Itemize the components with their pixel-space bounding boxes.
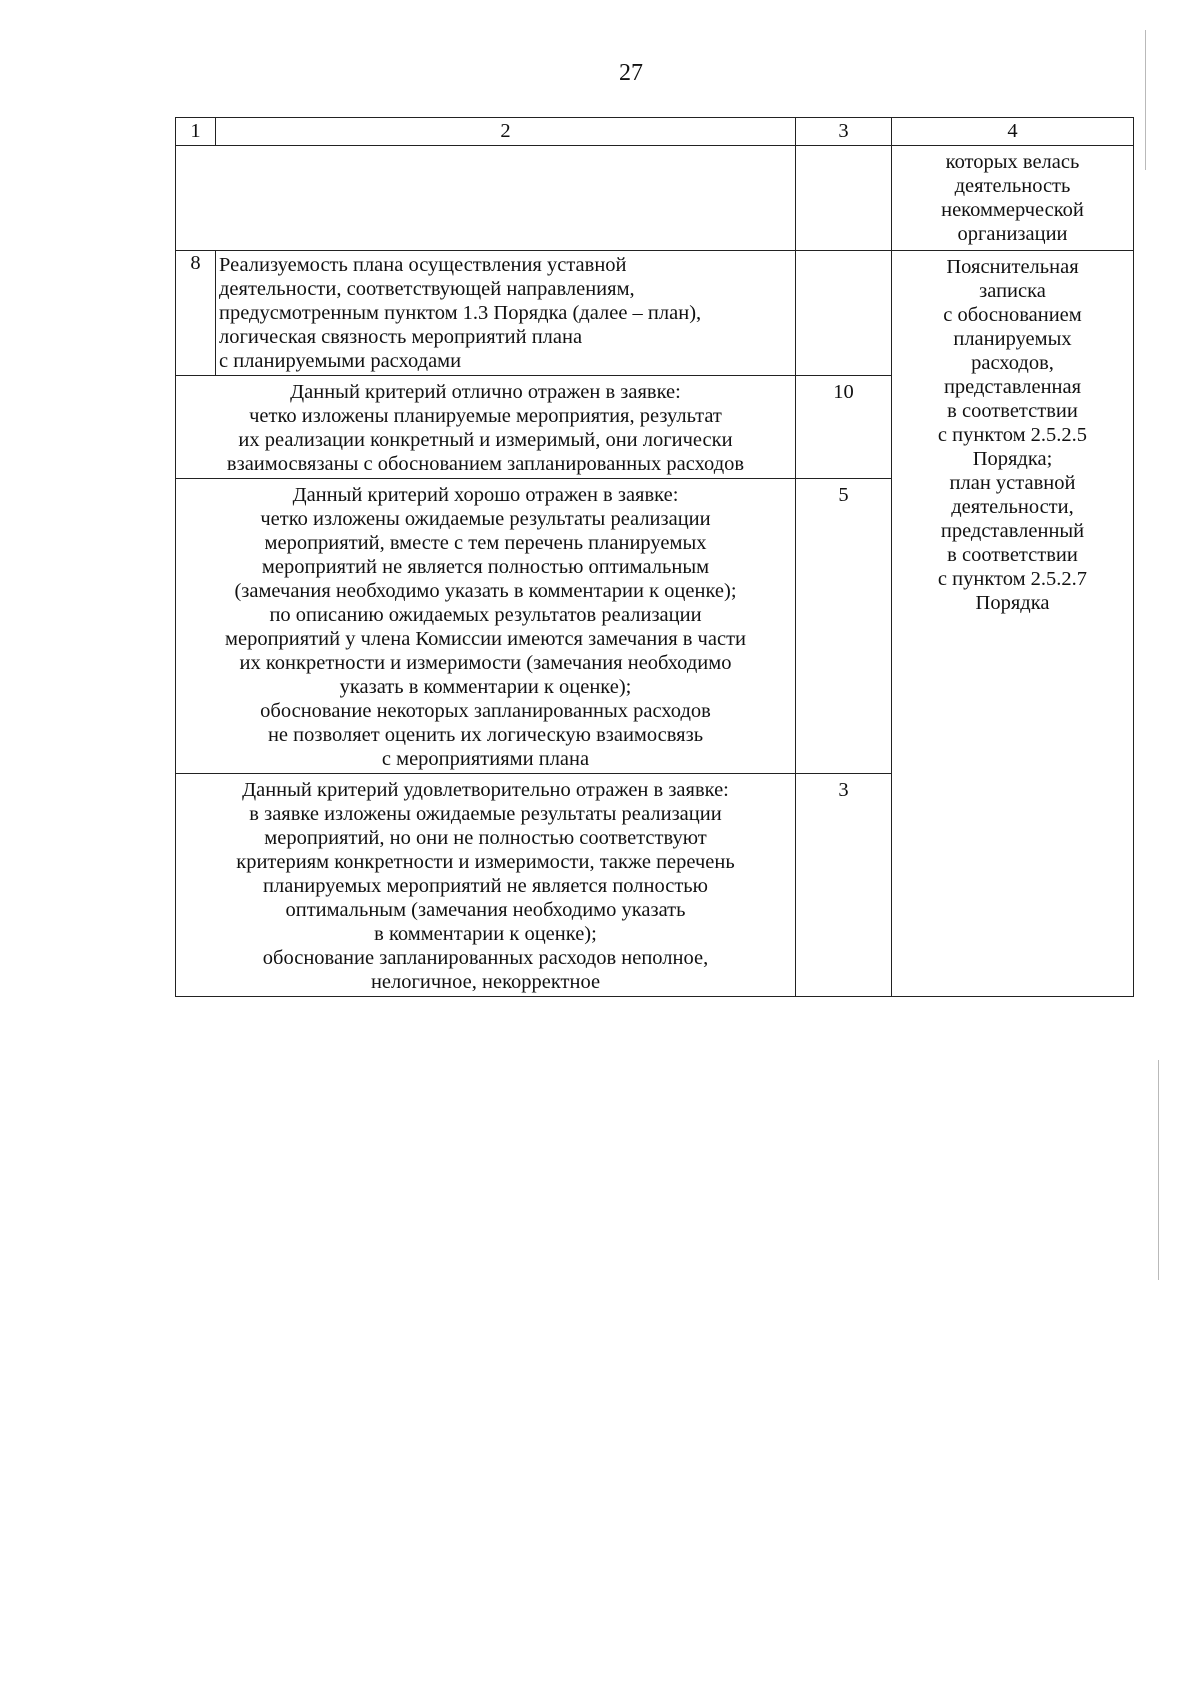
criterion-title-line: предусмотренным пунктом 1.3 Порядка (далее – план), xyxy=(219,302,702,324)
level-line: указать в комментарии к оценке); xyxy=(339,676,632,698)
level-line: Данный критерий хорошо отражен в заявке: xyxy=(292,484,679,506)
documents-line: в соответствии xyxy=(947,400,1078,422)
documents-line: план уставной xyxy=(949,472,1076,494)
header-col-2: 2 xyxy=(216,118,796,146)
criterion-title-line: с планируемыми расходами xyxy=(219,350,462,372)
scan-artifact-line xyxy=(1145,30,1146,170)
page-number: 27 xyxy=(619,60,643,86)
level-line: оптимальным (замечания необходимо указать xyxy=(285,899,686,921)
criterion-row xyxy=(176,251,1134,376)
level-line: мероприятий у члена Комиссии имеются замечания в части xyxy=(225,628,746,650)
documents-line: представленный xyxy=(940,520,1085,542)
header-row xyxy=(176,118,1134,146)
level-line: планируемых мероприятий не является полностью xyxy=(263,875,708,897)
documents-line: с пунктом 2.5.2.5 xyxy=(937,424,1088,446)
documents-line: деятельности, xyxy=(951,496,1074,518)
level-line: обоснование некоторых запланированных расходов xyxy=(260,700,711,722)
level-line: Данный критерий удовлетворительно отражен в заявке: xyxy=(242,779,729,801)
level-line: их реализации конкретный и измеримый, они логически xyxy=(238,429,733,451)
col4-line: которых велась xyxy=(945,151,1080,173)
documents-line: с пунктом 2.5.2.7 xyxy=(937,568,1088,590)
level-line: Данный критерий отлично отражен в заявке: xyxy=(290,381,681,403)
continuation-row xyxy=(176,146,1134,251)
criteria-table xyxy=(175,117,1134,997)
level-line: взаимосвязаны с обоснованием запланированных расходов xyxy=(226,453,745,475)
documents-cell xyxy=(892,251,1134,997)
level-line: критериям конкретности и измеримости, также перечень xyxy=(236,851,735,873)
level-score: 5 xyxy=(796,479,892,774)
level-line: мероприятий, но они не полностью соответствуют xyxy=(264,827,707,849)
documents-line: планируемых xyxy=(953,328,1072,350)
level-score: 10 xyxy=(796,376,892,479)
level-line: в комментарии к оценке); xyxy=(374,923,597,945)
criterion-title xyxy=(216,251,796,376)
col4-line: деятельность xyxy=(954,175,1071,197)
col4-line: организации xyxy=(957,223,1068,245)
continuation-score-cell xyxy=(796,146,892,251)
criterion-title-line: логическая связность мероприятий плана xyxy=(219,326,583,348)
criterion-number: 8 xyxy=(176,251,216,376)
col4-line: некоммерческой xyxy=(941,199,1084,221)
level-line: в заявке изложены ожидаемые результаты реализации xyxy=(249,803,722,825)
criterion-title-line: Реализуемость плана осуществления уставной xyxy=(219,254,627,276)
scan-artifact-line xyxy=(1158,1060,1159,1280)
level-description xyxy=(176,479,796,774)
level-line: их конкретности и измеримости (замечания необходимо xyxy=(239,652,732,674)
level-line: мероприятий не является полностью оптимальным xyxy=(261,556,710,578)
level-line: по описанию ожидаемых результатов реализации xyxy=(269,604,702,626)
level-line: мероприятий, вместе с тем перечень планируемых xyxy=(264,532,707,554)
continuation-empty-cell xyxy=(176,146,796,251)
level-line: четко изложены планируемые мероприятия, результат xyxy=(249,405,722,427)
level-description xyxy=(176,774,796,997)
documents-line: с обоснованием xyxy=(943,304,1082,326)
documents-line: Пояснительная xyxy=(946,256,1079,278)
level-line: не позволяет оценить их логическую взаимосвязь xyxy=(267,724,704,746)
level-line: (замечания необходимо указать в комментарии к оценке); xyxy=(234,580,737,602)
documents-line: записка xyxy=(979,280,1046,302)
documents-line: Порядка; xyxy=(972,448,1053,470)
header-col-4: 4 xyxy=(892,118,1134,146)
continuation-col4-cell xyxy=(892,146,1134,251)
level-line: четко изложены ожидаемые результаты реализации xyxy=(260,508,711,530)
documents-line: представленная xyxy=(943,376,1082,398)
level-score: 3 xyxy=(796,774,892,997)
level-line: обоснование запланированных расходов неполное, xyxy=(262,947,709,969)
level-line: нелогичное, некорректное xyxy=(370,971,601,993)
documents-line: расходов, xyxy=(971,352,1054,374)
documents-line: в соответствии xyxy=(947,544,1078,566)
documents-line: Порядка xyxy=(975,592,1050,614)
header-col-3: 3 xyxy=(796,118,892,146)
header-col-1: 1 xyxy=(176,118,216,146)
level-line: с мероприятиями плана xyxy=(381,748,590,770)
level-description xyxy=(176,376,796,479)
criterion-score-cell xyxy=(796,251,892,376)
criterion-title-line: деятельности, соответствующей направлениям, xyxy=(219,278,635,300)
